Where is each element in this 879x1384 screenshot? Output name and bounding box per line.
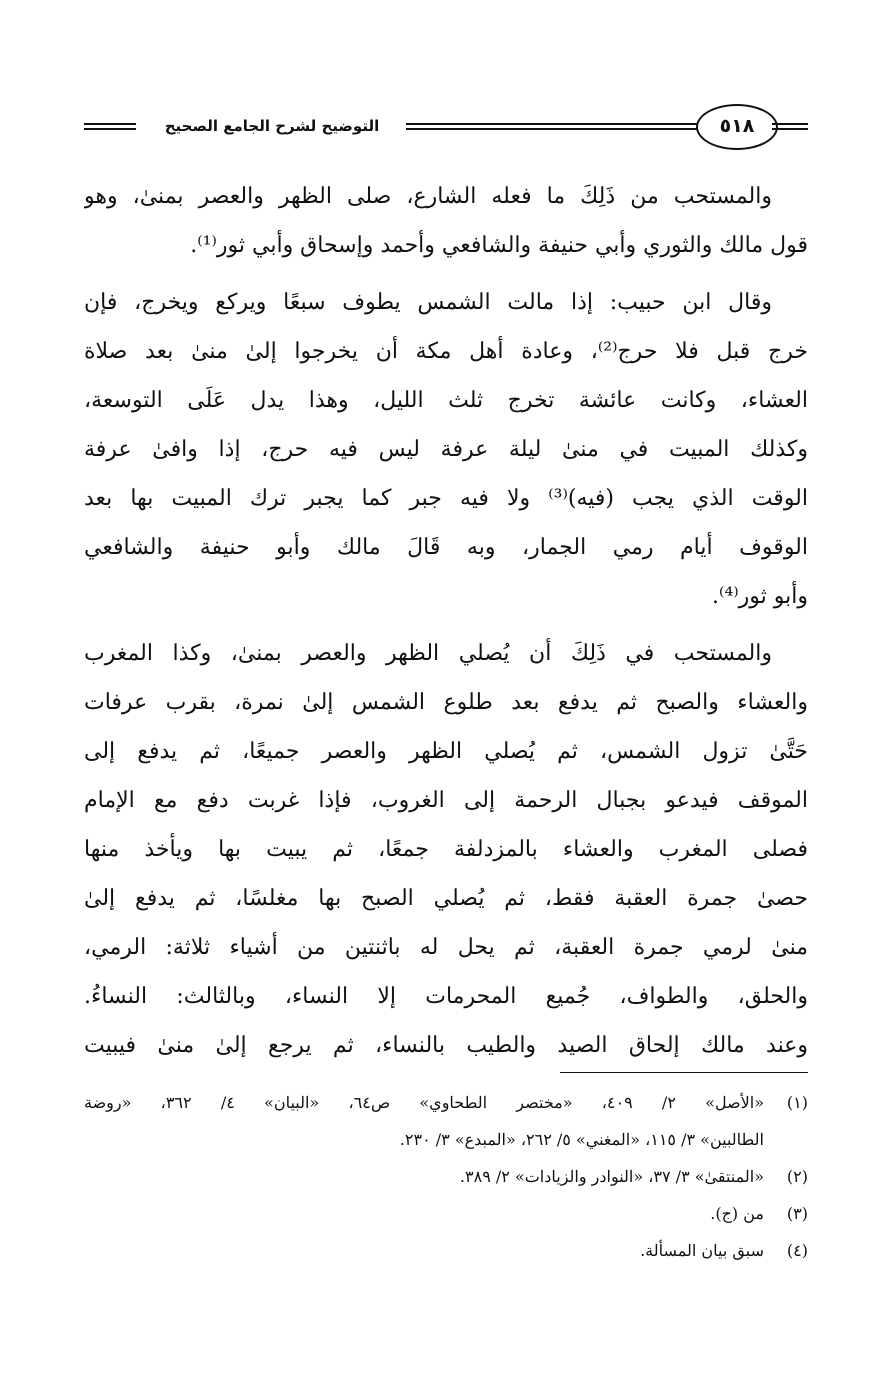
footnote-line: سبق بيان المسألة. <box>640 1241 764 1260</box>
footnote-separator <box>560 1072 808 1073</box>
paragraph <box>84 172 808 270</box>
paragraph <box>84 629 808 1070</box>
text-line: منىٰ لرمي جمرة العقبة، ثم يحل له باثنتين من أشياء ثلاثة: الرمي، <box>84 935 808 960</box>
page-number-badge: ٥١٨ <box>696 104 778 150</box>
footnote-line: من (ج). <box>710 1204 764 1223</box>
text-line: والمستحب في ذَلِكَ أن يُصلي الظهر والعصر بمنىٰ، وكذا المغرب <box>84 641 772 666</box>
footnote <box>84 1158 808 1195</box>
footnote-line: «الأصل» ٢/ ٤٠٩، «مختصر الطحاوي» ص٦٤، «البيان» ٤/ ٣٦٢، «روضة <box>84 1093 764 1112</box>
footnote-line: الطالبين» ٣/ ١١٥، «المغني» ٥/ ٢٦٢، «المبدع» ٣/ ٢٣٠. <box>399 1130 764 1149</box>
header-rule-left <box>84 122 136 132</box>
text-line: فصلى المغرب والعشاء بالمزدلفة جمعًا، ثم يبيت بها ويأخذ منها <box>84 837 808 862</box>
footnote-number: (١) <box>786 1093 808 1112</box>
footnote <box>84 1232 808 1269</box>
text-line: العشاء، وكانت عائشة تخرج ثلث الليل، وهذا يدل عَلَى التوسعة، <box>84 388 808 413</box>
footnote-number: (٢) <box>786 1167 808 1186</box>
text-line: والحلق، والطواف، جُميع المحرمات إلا النساء، وبالثالث: النساءُ. <box>84 984 808 1009</box>
page-header <box>84 100 808 160</box>
text-line: والمستحب من ذَلِكَ ما فعله الشارع، صلى الظهر والعصر بمنىٰ، وهو <box>84 184 772 209</box>
text-line: الوقت الذي يجب (فيه)⁽³⁾ ولا فيه جبر كما يجبر ترك المبيت بها بعد <box>84 486 808 511</box>
main-text <box>84 172 808 1070</box>
header-rule-middle <box>406 122 702 132</box>
text-line: الموقف فيدعو بجبال الرحمة إلى الغروب، فإذا غربت دفع مع الإمام <box>84 788 808 813</box>
text-line: الوقوف أيام رمي الجمار، وبه قَالَ مالك وأبو حنيفة والشافعي <box>84 535 808 560</box>
text-line: والعشاء والصبح ثم يدفع بعد طلوع الشمس إلىٰ نمرة، بقرب عرفات <box>84 690 808 715</box>
paragraph <box>84 278 808 621</box>
footnotes <box>84 1084 808 1269</box>
text-line: حَتَّىٰ تزول الشمس، ثم يُصلي الظهر والعصر جميعًا، ثم يدفع إلى <box>84 739 808 764</box>
text-line: وأبو ثور⁽⁴⁾. <box>712 584 808 609</box>
footnote <box>84 1084 808 1158</box>
running-title: التوضيح لشرح الجامع الصحيح <box>164 117 380 135</box>
footnote-number: (٣) <box>786 1204 808 1223</box>
footnote-number: (٤) <box>786 1241 808 1260</box>
text-line: وقال ابن حبيب: إذا مالت الشمس يطوف سبعًا ويركع ويخرج، فإن <box>84 290 773 315</box>
text-line: حصىٰ جمرة العقبة فقط، ثم يُصلي الصبح بها مغلسًا، ثم يدفع إلىٰ <box>84 886 808 911</box>
text-line: قول مالك والثوري وأبي حنيفة والشافعي وأحمد وإسحاق وأبي ثور⁽¹⁾. <box>190 233 808 258</box>
text-line: وكذلك المبيت في منىٰ ليلة عرفة ليس فيه حرج، إذا وافىٰ عرفة <box>84 437 808 462</box>
footnote <box>84 1195 808 1232</box>
header-rule-right <box>772 122 808 132</box>
text-line: خرج قبل فلا حرج⁽²⁾، وعادة أهل مكة أن يخرجوا إلىٰ منىٰ بعد صلاة <box>84 339 808 364</box>
footnote-line: «المنتقىٰ» ٣/ ٣٧، «النوادر والزيادات» ٢/ ٣٨٩. <box>459 1167 764 1186</box>
text-line: وعند مالك إلحاق الصيد والطيب بالنساء، ثم يرجع إلىٰ منىٰ فيبيت <box>84 1033 808 1058</box>
